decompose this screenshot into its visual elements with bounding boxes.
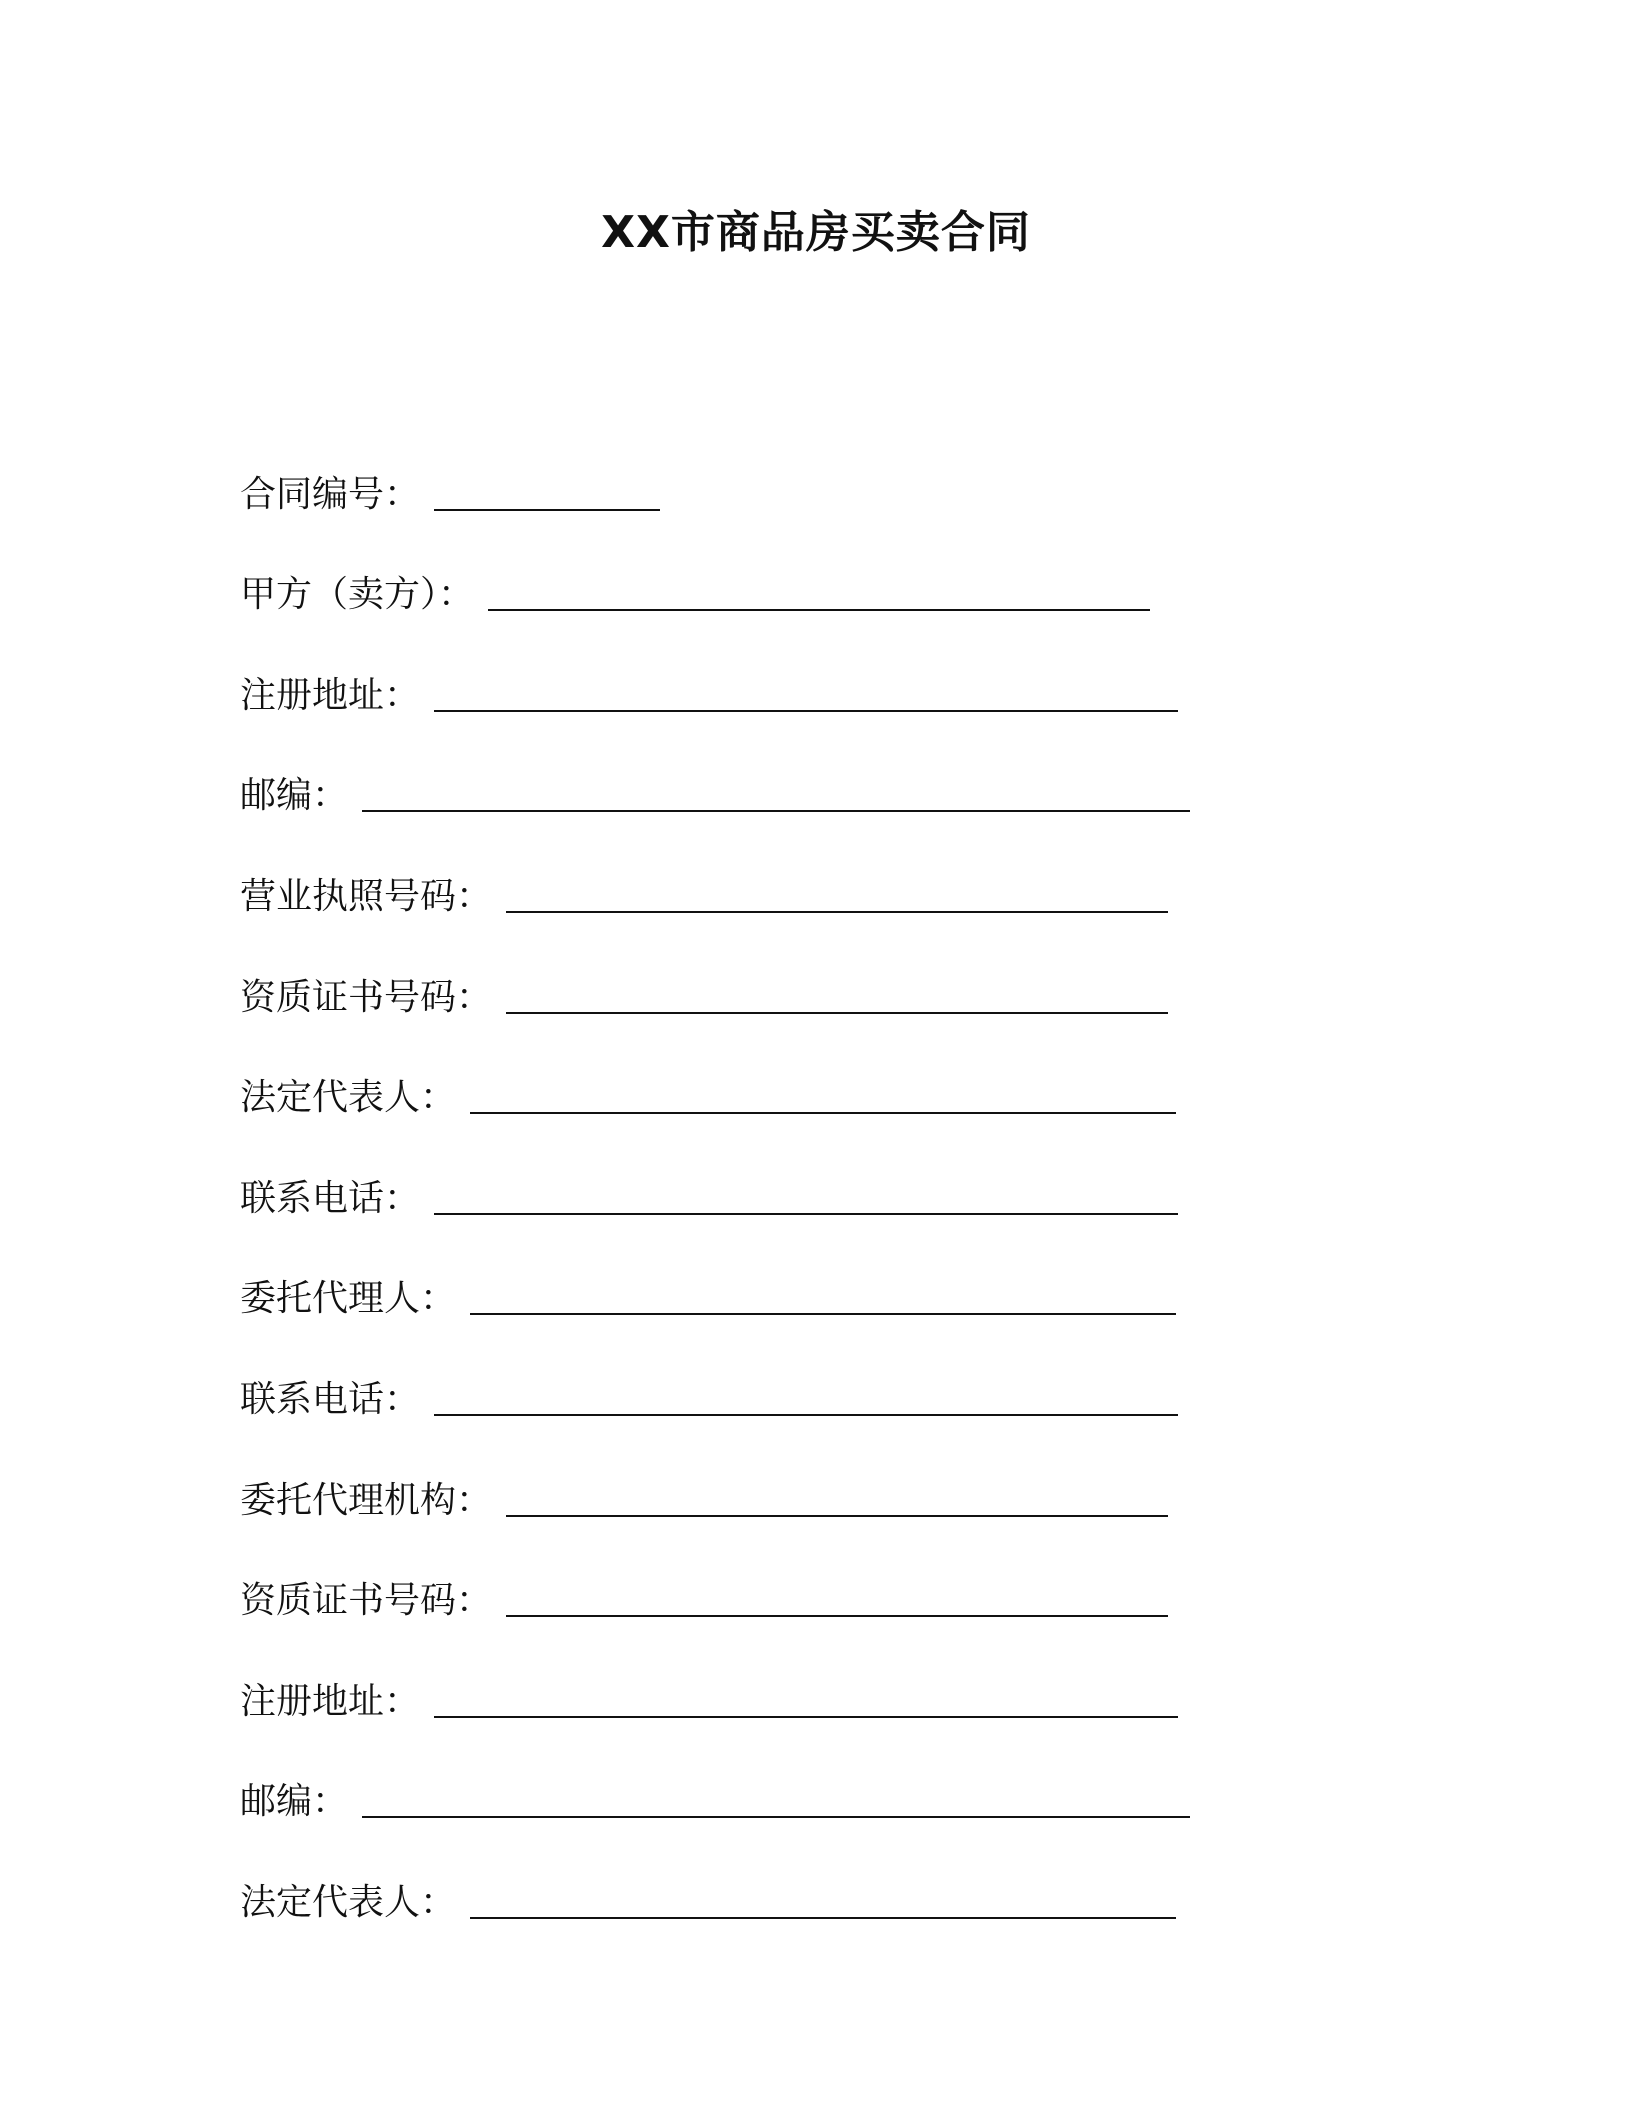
fill-in-blank[interactable] (488, 609, 1150, 611)
authorized-agent-field (240, 1223, 1400, 1324)
fill-in-blank[interactable] (470, 1917, 1176, 1919)
field-label: 联系电话： (240, 1378, 421, 1420)
fill-in-blank[interactable] (434, 1414, 1178, 1416)
field-label: 营业执照号码： (240, 875, 493, 917)
fill-in-blank[interactable] (506, 1615, 1168, 1617)
field-label: 联系电话： (240, 1177, 421, 1219)
fill-in-blank[interactable] (434, 1716, 1178, 1718)
qualification-certificate-number-field (240, 921, 1400, 1022)
document-title: XX市商品房买卖合同 (601, 207, 1031, 258)
fill-in-blank[interactable] (362, 810, 1190, 812)
field-label: 注册地址： (240, 674, 421, 716)
fill-in-blank[interactable] (506, 1515, 1168, 1517)
contract-number-field (240, 418, 1400, 519)
registered-address-field (240, 619, 1400, 720)
field-label: 邮编： (240, 775, 349, 817)
field-label: 资质证书号码： (240, 1580, 493, 1622)
fill-in-blank[interactable] (470, 1313, 1176, 1315)
field-label: 邮编： (240, 1781, 349, 1823)
field-label: 注册地址： (240, 1680, 421, 1722)
field-label: 合同编号： (240, 473, 421, 515)
fill-in-blank[interactable] (506, 1012, 1168, 1014)
fill-in-blank[interactable] (470, 1112, 1176, 1114)
registered-address-field (240, 1625, 1400, 1726)
business-license-number-field (240, 820, 1400, 921)
authorized-agency-field (240, 1424, 1400, 1525)
legal-representative-field (240, 1022, 1400, 1123)
party-a-seller-field (240, 519, 1400, 620)
fill-in-blank[interactable] (434, 1213, 1178, 1215)
postcode-field (240, 720, 1400, 821)
contact-phone-field (240, 1323, 1400, 1424)
field-label: 甲方（卖方）： (240, 574, 475, 616)
fill-in-blank[interactable] (362, 1816, 1190, 1818)
fill-in-blank[interactable] (434, 509, 660, 511)
fill-in-blank[interactable] (434, 710, 1178, 712)
field-label: 委托代理人： (240, 1278, 457, 1320)
field-label: 法定代表人： (240, 1881, 457, 1923)
fill-in-blank[interactable] (506, 911, 1168, 913)
contact-phone-field (240, 1122, 1400, 1223)
qualification-certificate-number-field (240, 1525, 1400, 1626)
postcode-field (240, 1726, 1400, 1827)
field-label: 委托代理机构： (240, 1479, 493, 1521)
party-info-fields (240, 418, 1400, 1927)
field-label: 资质证书号码： (240, 976, 493, 1018)
field-label: 法定代表人： (240, 1077, 457, 1119)
legal-representative-field (240, 1826, 1400, 1927)
